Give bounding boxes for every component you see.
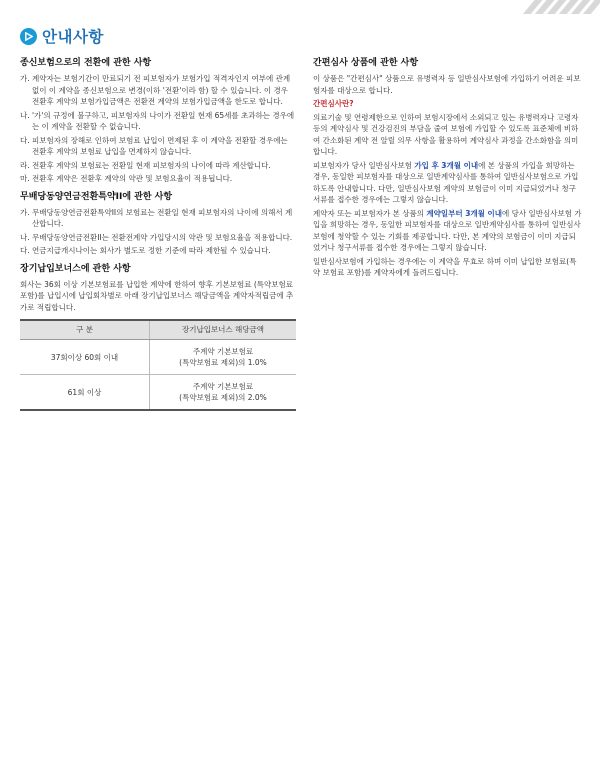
section-title-simplified-review: 간편심사 상품에 관한 사항 (313, 58, 419, 68)
section-title-conversion: 종신보험으로의 전환에 관한 사항 (20, 58, 152, 68)
list-item: 나. 무배당동양연금전환II는 전환전계약 가입당시의 약관 및 보험요율을 적용합니다. (20, 232, 293, 242)
notice-header (20, 25, 104, 47)
table-row (20, 340, 296, 375)
bonus-description: 회사는 36회 이상 기본보험료를 납입한 계약에 한하여 향후 기본보험료 (특약보험료 포함)를 납입시에 납입회차별로 아래 장기납입보너스 해당금액을 계약자적립금에 추가로 적립합니다. (20, 279, 294, 312)
paragraph: 의료기술 및 연령제한으로 인하여 보험시장에서 소외되고 있는 유병력자나 고령자 등의 계약심사 및 건강검진의 부담을 줄여 보험에 가입할 수 있도록 표준체에 비하여 간소화된 계약 전 알릴 의무 사항을 활용하여 계약심사 과정을 간소화함을 의미합니다. (313, 112, 579, 156)
question-heading: 간편심사란? (313, 99, 354, 108)
annuity-list (20, 207, 296, 257)
play-circle-icon (20, 28, 37, 45)
list-item: 나. '가'의 규정에 불구하고, 피보험자의 나이가 전환일 현재 65세를 초과하는 경우에는 이 계약을 전환할 수 없습니다. (20, 110, 295, 131)
list-item: 다. 연금지급개시나이는 회사가 별도로 정한 기준에 따라 제한될 수 있습니다. (20, 246, 271, 255)
table-header: 장기납입보너스 해당금액 (150, 320, 297, 340)
paragraph: 일반심사보험에 가입하는 경우에는 이 계약을 무효로 하며 이미 납입한 보험료(특약 보험료 포함)를 계약자에게 돌려드립니다. (313, 256, 577, 277)
list-item: 라. 전환후 계약의 보험료는 전환일 현재 피보험자의 나이에 따라 계산합니다. (20, 160, 271, 170)
section-title-bonus: 장기납입보너스에 관한 사항 (20, 263, 131, 274)
table-header: 구 분 (20, 320, 150, 340)
table-row (20, 375, 296, 411)
list-item: 가. 계약자는 보험기간이 만료되기 전 피보험자가 보험가입 적격자인지 여부에 관계없이 이 계약을 종신보험으로 변경(이하 '전환'이라 함) 할 수 있습니다. 이 경우 전환후 계약의 보험가입금액은 전환전 계약의 보험가입금액을 한도로 합니다. (20, 74, 291, 106)
corner-decoration (520, 0, 600, 14)
section-title-annuity: 무배당동양연금전환특약II에 관한 사항 (20, 191, 173, 202)
conversion-list (20, 73, 296, 185)
table-cell: 주계약 기본보험료 (특약보험료 제외)의 2.0% (150, 375, 297, 411)
paragraph: 계약자 또는 피보험자가 본 상품의 계약일부터 3개월 이내에 당사 일반심사보험 가입을 희망하는 경우, 동일한 피보험자를 대상으로 일반계약심사를 통하여 일반심사보험에 청약할 수 있는 기회를 제공합니다. 다만, 본 계약의 보험금이 이미 지급되었거나 청구서류를 접수한 경우에는 그렇지 않습니다. (313, 208, 582, 252)
left-column (20, 57, 296, 411)
table-cell: 주계약 기본보험료 (특약보험료 제외)의 1.0% (150, 340, 297, 375)
list-item: 마. 전환후 계약은 전환후 계약의 약관 및 보험요율이 적용됩니다. (20, 174, 233, 183)
table-header-row (20, 320, 296, 340)
list-item: 다. 피보험자의 장해로 인하여 보험료 납입이 면제된 후 이 계약을 전환할 경우에는 전환후 계약의 보험료 납입을 면제하지 않습니다. (20, 135, 288, 156)
paragraph: 이 상품은 "간편심사" 상품으로 유병력자 등 일반심사보험에 가입하기 어려운 피보험자를 대상으로 합니다. (313, 74, 581, 95)
bonus-table (20, 319, 296, 411)
right-column (313, 57, 583, 281)
table-cell: 37회이상 60회 이내 (20, 340, 150, 375)
page-title: 안내사항 (42, 28, 104, 46)
table-cell: 61회 이상 (20, 375, 150, 411)
list-item: 가. 무배당동양연금전환특약II의 보험료는 전환일 현재 피보험자의 나이에 의해서 계산합니다. (20, 207, 293, 228)
paragraph: 피보험자가 당사 일반심사보험 가입 후 3개월 이내에 본 상품의 가입을 희망하는 경우, 동일한 피보험자를 대상으로 일반계약심사를 통하여 일반심사보험으로 가입하도록 안내합니다. 다만, 일반심사보험 계약의 보험금이 이미 지급되었거나 청구서류를 접수한 경우에는 그렇지 않습니다. (313, 160, 579, 204)
